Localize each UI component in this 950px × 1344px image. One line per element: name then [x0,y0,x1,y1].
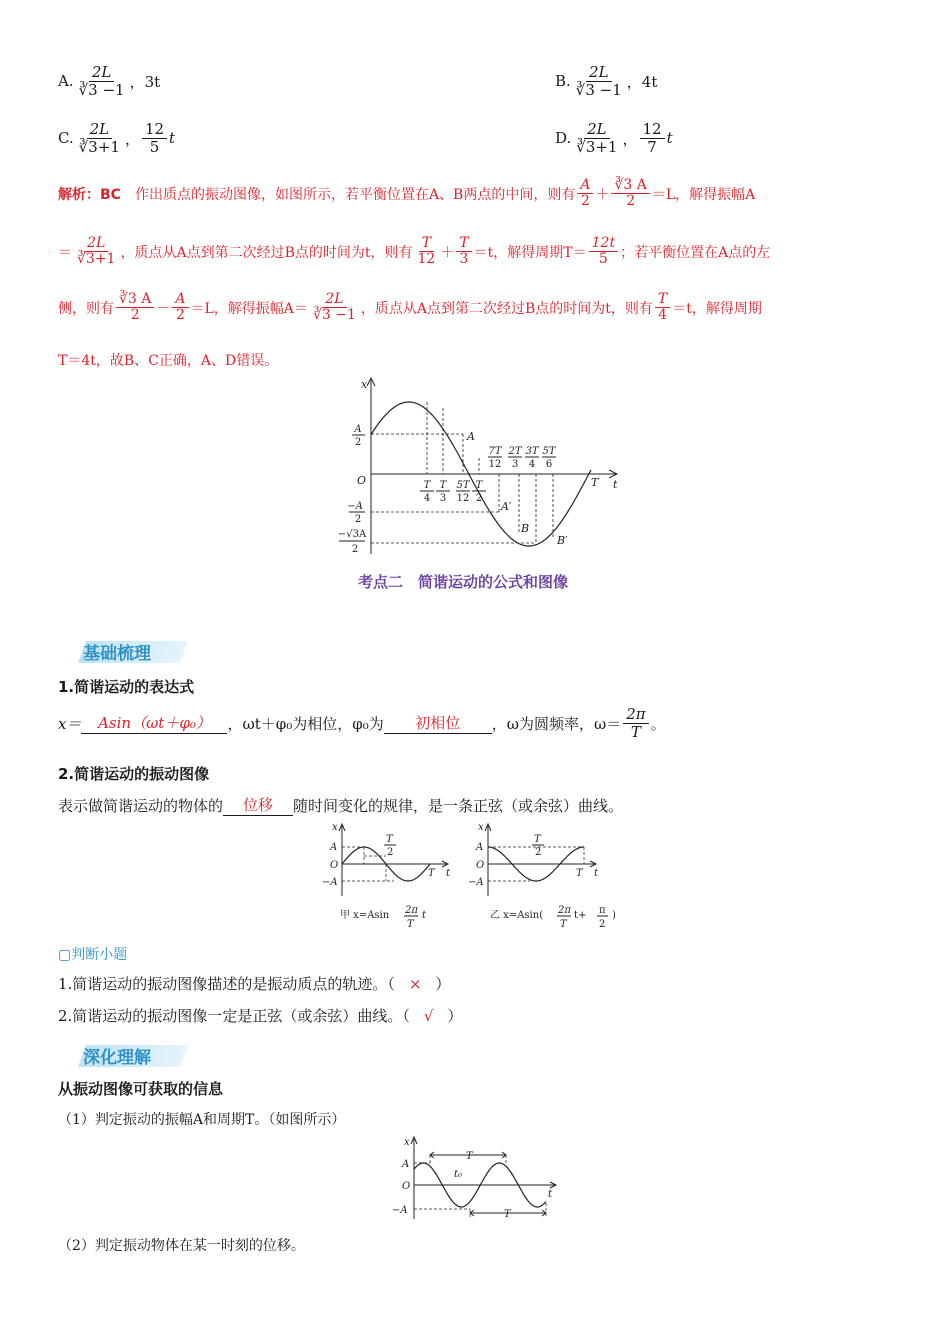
analysis-line-4: T＝4t，故B、C正确，A、D错误。 [58,353,279,369]
svg-text:乙 x=Asin(: 乙 x=Asin( [490,910,544,921]
svg-text:O: O [330,860,339,871]
svg-text:−A: −A [392,1205,408,1216]
analysis-line-1: 解析：BC 作出质点的振动图像，如图所示，若平衡位置在A、B两点的中间，则有 $\frac{A}{2}$ ＋ $\frac{∛3 A}{2}$ ＝L，解得振幅A [58,177,756,210]
banner-deep: 深化理解 [83,1048,151,1068]
heading-expression: 1.简谐运动的表达式 [58,678,195,696]
lower-tick-den-1: 3 [439,493,447,504]
option-b: B. $\frac{2L}{∛3 -1}$ ，4t [555,63,658,99]
analysis-line-3: 侧，则有 $\frac{∛3 A}{2}$ － $\frac{A}{2}$ ＝L，解得振幅A＝ $\frac{2L}{∛3 -1}$ ，质点从A点到第二次经过B点的时间为t，则有 $\frac{T}{4}$ ＝t，解得周期 [58,291,762,324]
svg-text:x: x [332,822,338,833]
svg-text:−A: −A [468,877,484,888]
svg-text:t: t [446,868,451,879]
section-title: 考点二 简谐运动的公式和图像 [358,573,569,591]
svg-text:2: 2 [351,544,359,555]
origin-label: O [357,474,367,487]
lower-tick-num-1: T [439,480,447,491]
lower-tick-den-3: 2 [475,493,483,504]
heading-graph: 2.简谐运动的振动图像 [58,765,210,783]
svg-text:T: T [534,834,541,845]
svg-text:π: π [599,905,606,916]
point-2: （2）判定振动物体在某一时刻的位移。 [58,1238,305,1254]
svg-text:x: x [478,822,484,833]
upper-tick-num-3: 5T [542,446,556,457]
svg-text:T: T [386,834,393,845]
figure-captions [340,905,616,930]
option-a: A. $\frac{2L}{∛3 -1}$ ，3t [58,63,161,99]
svg-text:2π: 2π [558,905,571,916]
point-a-prime: A′ [501,500,512,513]
svg-text:2: 2 [387,847,394,858]
svg-text:T: T [560,919,567,930]
option-d: D. $\frac{2L}{∛3+1}$ ， $\frac{12}{7}$ t [555,120,673,156]
y-axis-label: x [361,378,368,391]
svg-text:t: t [548,1189,553,1200]
amplitude-period-figure [388,1133,560,1223]
upper-tick-num-1: 2T [508,446,522,457]
blank-initial-phase: 初相位 [384,712,492,734]
t-axis-label: t [613,478,618,491]
svg-text:A: A [402,1159,410,1170]
judge-item-2: 2.简谐运动的振动图像一定是正弦（或余弦）曲线。（ √ ） [58,1006,463,1025]
judge-1-answer: × [408,974,422,993]
svg-text:O: O [402,1181,411,1192]
svg-text:2: 2 [354,514,362,525]
svg-text:2π: 2π [405,905,418,916]
svg-text:t: t [422,910,427,921]
svg-text:A: A [476,842,484,853]
y-tick-labels [338,424,367,555]
vibration-graph-figure [325,372,625,562]
judge-title: ▢判断小题 [58,947,128,963]
expression-line: x＝ Asin（ωt＋φ₀） ，ωt＋φ₀为相位，φ₀为 初相位 ，ω为圆频率，ω＝ $\frac{2\pi}{T}$ 。 [58,705,666,741]
sine-cosine-figures [318,818,638,936]
lower-tick-num-2: 5T [456,480,470,491]
svg-text:A: A [330,842,338,853]
lower-tick-num-0: T [423,480,431,491]
upper-tick-den-1: 3 [511,459,519,470]
svg-text:−A: −A [347,501,363,512]
svg-text:T: T [504,1209,511,1220]
svg-text:甲 x=Asin: 甲 x=Asin [340,910,390,921]
upper-tick-den-3: 6 [545,459,553,470]
heading-info: 从振动图像可获取的信息 [58,1080,224,1098]
svg-text:T: T [466,1151,473,1162]
upper-tick-num-2: 3T [525,446,539,457]
lower-tick-num-3: T [475,480,483,491]
period-label: T [591,476,599,489]
graph-description: 表示做简谐运动的物体的 位移 随时间变化的规律，是一条正弦（或余弦）曲线。 [58,796,624,815]
point-b: B [521,522,530,535]
svg-text:−A: −A [322,877,338,888]
svg-text:t: t [594,868,599,879]
judge-item-1: 1.简谐运动的振动图像描述的是振动质点的轨迹。（ × ） [58,974,451,993]
judge-2-answer: √ [423,1006,434,1025]
svg-text:T: T [576,868,583,879]
svg-text:−√3A: −√3A [337,529,367,540]
svg-text:): ) [612,910,616,921]
svg-text:t₀: t₀ [454,1169,463,1180]
point-1: （1）判定振动的振幅A和周期T。（如图所示） [58,1112,346,1128]
svg-text:t+: t+ [574,910,587,921]
svg-text:2: 2 [354,437,362,448]
blank-expression: Asin（ωt＋φ₀） [81,712,227,734]
point-b-prime: B′ [557,534,568,547]
upper-tick-den-0: 12 [488,459,502,470]
svg-text:T: T [407,919,414,930]
lower-tick-den-2: 12 [456,493,470,504]
svg-text:T: T [428,868,435,879]
banner-basics: 基础梳理 [83,644,151,664]
upper-tick-den-2: 4 [528,459,536,470]
svg-text:O: O [476,860,485,871]
svg-text:A: A [354,424,362,435]
upper-tick-num-0: 7T [488,446,502,457]
option-c: C. $\frac{2L}{∛3+1}$ ， $\frac{12}{5}$ t [58,120,176,156]
analysis-line-2: ＝ $\frac{2L}{∛3+1}$ ，质点从A点到第二次经过B点的时间为t，则有 $\frac{T}{12}$ ＋ $\frac{T}{3}$ ＝t，解得周期T＝ $\frac{12t}{5}$ ；若平衡位置在A点的左 [58,235,771,268]
lower-tick-den-0: 4 [423,493,431,504]
point-a: A [467,430,475,443]
svg-text:2: 2 [535,847,542,858]
blank-displacement: 位移 [223,794,293,816]
svg-text:2: 2 [599,919,606,930]
svg-text:x: x [404,1137,410,1148]
